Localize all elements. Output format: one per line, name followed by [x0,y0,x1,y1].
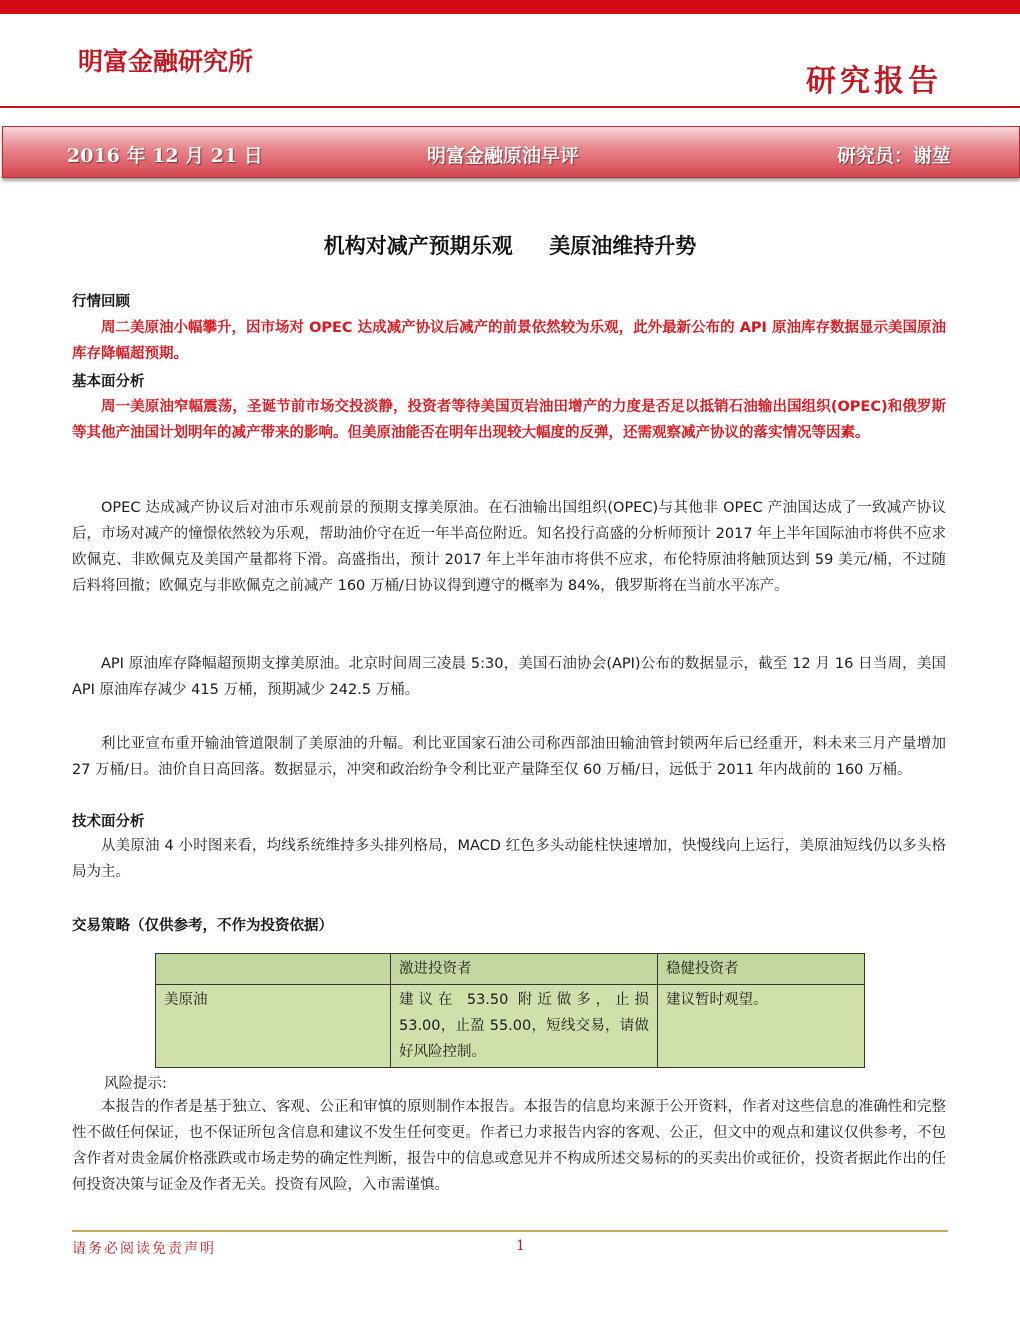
risk-warning-text: 本报告的作者是基于独立、客观、公正和审慎的原则制作本报告。本报告的信息均来源于公开资料，作者对这些信息的准确性和完整性不做任何保证，也不保证所包含信息和建议不发生任何变更。作者已力求报告内容的客观、公正，但文中的观点和建议仅供参考，不包含作者对贵金属价格涨跌或市场走势的确定性判断，报告中的信息或意见并不构成所述交易标的的买卖出价或征价，投资者据此作出的任何投资决策与证金及作者无关。投资有风险，入市需谨慎。 [72,1099,946,1193]
header-banner [2,126,1020,178]
page-title: 机构对减产预期乐观 美原油维持升势 [323,234,697,258]
fundamental-paragraph: API 原油库存降幅超预期支撑美原油。北京时间周三凌晨 5:30，美国石油协会(API)公布的数据显示，截至 12 月 16 日当周，美国 API 原油库存减少 415 万桶，预期减少 242.5 万桶。 [72,656,946,698]
section-heading-technical: 技术面分析 [72,814,145,830]
table-row [156,985,865,1068]
table-header-row [156,954,865,985]
table-cell-aggressive: 建议在 53.50 附近做多，止损 53.00，止盈 55.00，短线交易，请做好风险控制。 [391,985,658,1068]
section-heading-market-review: 行情回顾 [72,294,130,310]
report-date: 2016 年 12 月 21 日 [67,145,263,167]
header-divider [0,106,1020,108]
table-cell-conservative: 建议暂时观望。 [658,985,865,1068]
table-header-cell: 稳健投资者 [658,954,865,985]
market-review-text: 周二美原油小幅攀升，因市场对 OPEC 达成减产协议后减产的前景依然较为乐观，此外最新公布的 API 原油库存数据显示美国原油库存降幅超预期。 [72,320,946,362]
page-number: 1 [516,1238,525,1254]
disclaimer-note: 请务必阅读免责声明 [72,1241,216,1257]
report-author: 研究员：谢堃 [836,145,951,167]
footer-divider [72,1230,948,1232]
report-type-label: 研究报告 [806,64,942,99]
strategy-table [155,953,865,1068]
top-accent-bar [0,0,1020,14]
table-header-cell [156,954,391,985]
brand-logo [78,40,298,80]
fundamental-paragraph: OPEC 达成减产协议后对油市乐观前景的预期支撑美原油。在石油输出国组织(OPEC)与其他非 OPEC 产油国达成了一致减产协议后，市场对减产的憧憬依然较为乐观，帮助油价守在近一年半高位附近。知名投行高盛的分析师预计 2017 年上半年国际油市将供不应求 欧佩克、非欧佩克及美国产量都将下滑。高盛指出，预计 2017 年上半年油市将供不应求，布伦特原油将触顶达到 59 美元/桶，不过随后料将回撤；欧佩克与非欧佩克之前减产 160 万桶/日协议得到遵守的概率为 84%，俄罗斯将在当前水平冻产。 [72,500,946,594]
technical-text: 从美原油 4 小时图来看，均线系统维持多头排列格局，MACD 红色多头动能柱快速增加，快慢线向上运行，美原油短线仍以多头格局为主。 [72,838,946,880]
table-cell-instrument: 美原油 [156,985,391,1068]
section-heading-strategy: 交易策略（仅供参考，不作为投资依据） [72,918,333,934]
section-heading-fundamental: 基本面分析 [72,374,145,390]
table-header-cell: 激进投资者 [391,954,658,985]
svg-text:明富金融研究所: 明富金融研究所 [78,47,254,76]
fundamental-paragraph: 利比亚宣布重开输油管道限制了美原油的升幅。利比亚国家石油公司称西部油田输油管封锁两年后已经重开，料未来三月产量增加 27 万桶/日。油价自日高回落。数据显示，冲突和政治纷争令利比亚产量降至仅 60 万桶/日，远低于 2011 年内战前的 160 万桶。 [72,736,946,778]
report-series-title: 明富金融原油早评 [427,145,580,167]
fundamental-summary: 周一美原油窄幅震荡，圣诞节前市场交投淡静，投资者等待美国页岩油田增产的力度是否足以抵销石油输出国组织(OPEC)和俄罗斯等其他产油国计划明年的减产带来的影响。但美原油能否在明年出现较大幅度的反弹，还需观察减产协议的落实情况等因素。 [72,399,946,441]
risk-warning-label: 风险提示: [104,1076,167,1092]
